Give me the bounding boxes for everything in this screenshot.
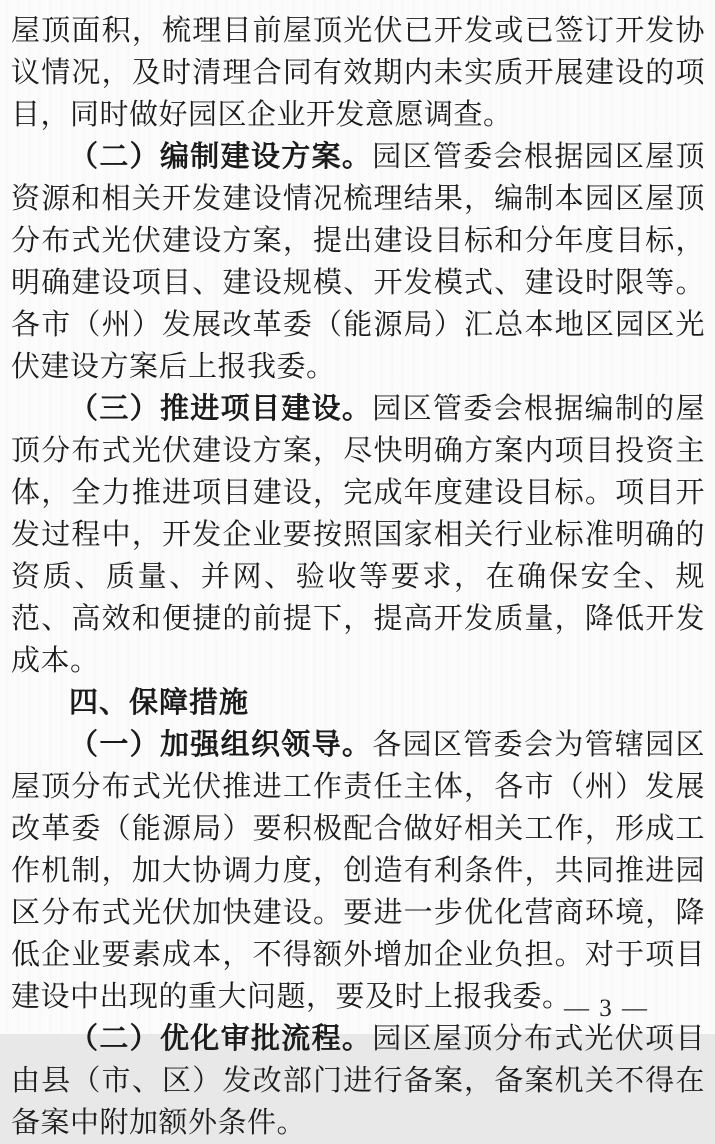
paragraph-continued bbox=[11, 10, 705, 136]
paragraph-text: 园区屋顶分布式光伏项目由县（市、区）发改部门进行备案，备案机关不得在备案中附加额外条件。 bbox=[11, 1023, 705, 1139]
paragraph-text: 园区管委会根据园区屋顶资源和相关开发建设情况梳理结果，编制本园区屋顶分布式光伏建设方案，提出建设目标和分年度目标，明确建设项目、建设规模、开发模式、建设时限等。各市（州）发展改革委（能源局）汇总本地区园区光伏建设方案后上报我委。 bbox=[11, 141, 705, 383]
paragraph-lead: （二）编制建设方案。 bbox=[69, 141, 373, 173]
paragraph-item-2 bbox=[11, 136, 705, 388]
document-body bbox=[11, 10, 705, 1144]
section-heading: 四、保障措施 bbox=[69, 687, 250, 719]
page-number: — 3 — bbox=[564, 995, 649, 1022]
paragraph-text: 屋顶面积，梳理目前屋顶光伏已开发或已签订开发协议情况，及时清理合同有效期内未实质开展建设的项目，同时做好园区企业开发意愿调查。 bbox=[11, 15, 705, 131]
paragraph-lead: （三）推进项目建设。 bbox=[69, 393, 373, 425]
paragraph-item-6 bbox=[11, 1018, 705, 1144]
paragraph-item-3 bbox=[11, 388, 705, 682]
paragraph-lead: （一）加强组织领导。 bbox=[69, 729, 373, 761]
paragraph-text: 各园区管委会为管辖园区屋顶分布式光伏推进工作责任主体，各市（州）发展改革委（能源局）要积极配合做好相关工作，形成工作机制，加大协调力度，创造有利条件，共同推进园区分布式光伏加快建设。要进一步优化营商环境，降低企业要素成本，不得额外增加企业负担。对于项目建设中出现的重大问题，要及时上报我委。 bbox=[11, 729, 705, 1013]
paragraph-lead: （二）优化审批流程。 bbox=[69, 1023, 373, 1055]
paragraph-text: 园区管委会根据编制的屋顶分布式光伏建设方案，尽快明确方案内项目投资主体，全力推进项目建设，完成年度建设目标。项目开发过程中，开发企业要按照国家相关行业标准明确的资质、质量、并网、验收等要求，在确保安全、规范、高效和便捷的前提下，提高开发质量，降低开发成本。 bbox=[11, 393, 705, 677]
paragraph-item-5 bbox=[11, 724, 705, 1018]
